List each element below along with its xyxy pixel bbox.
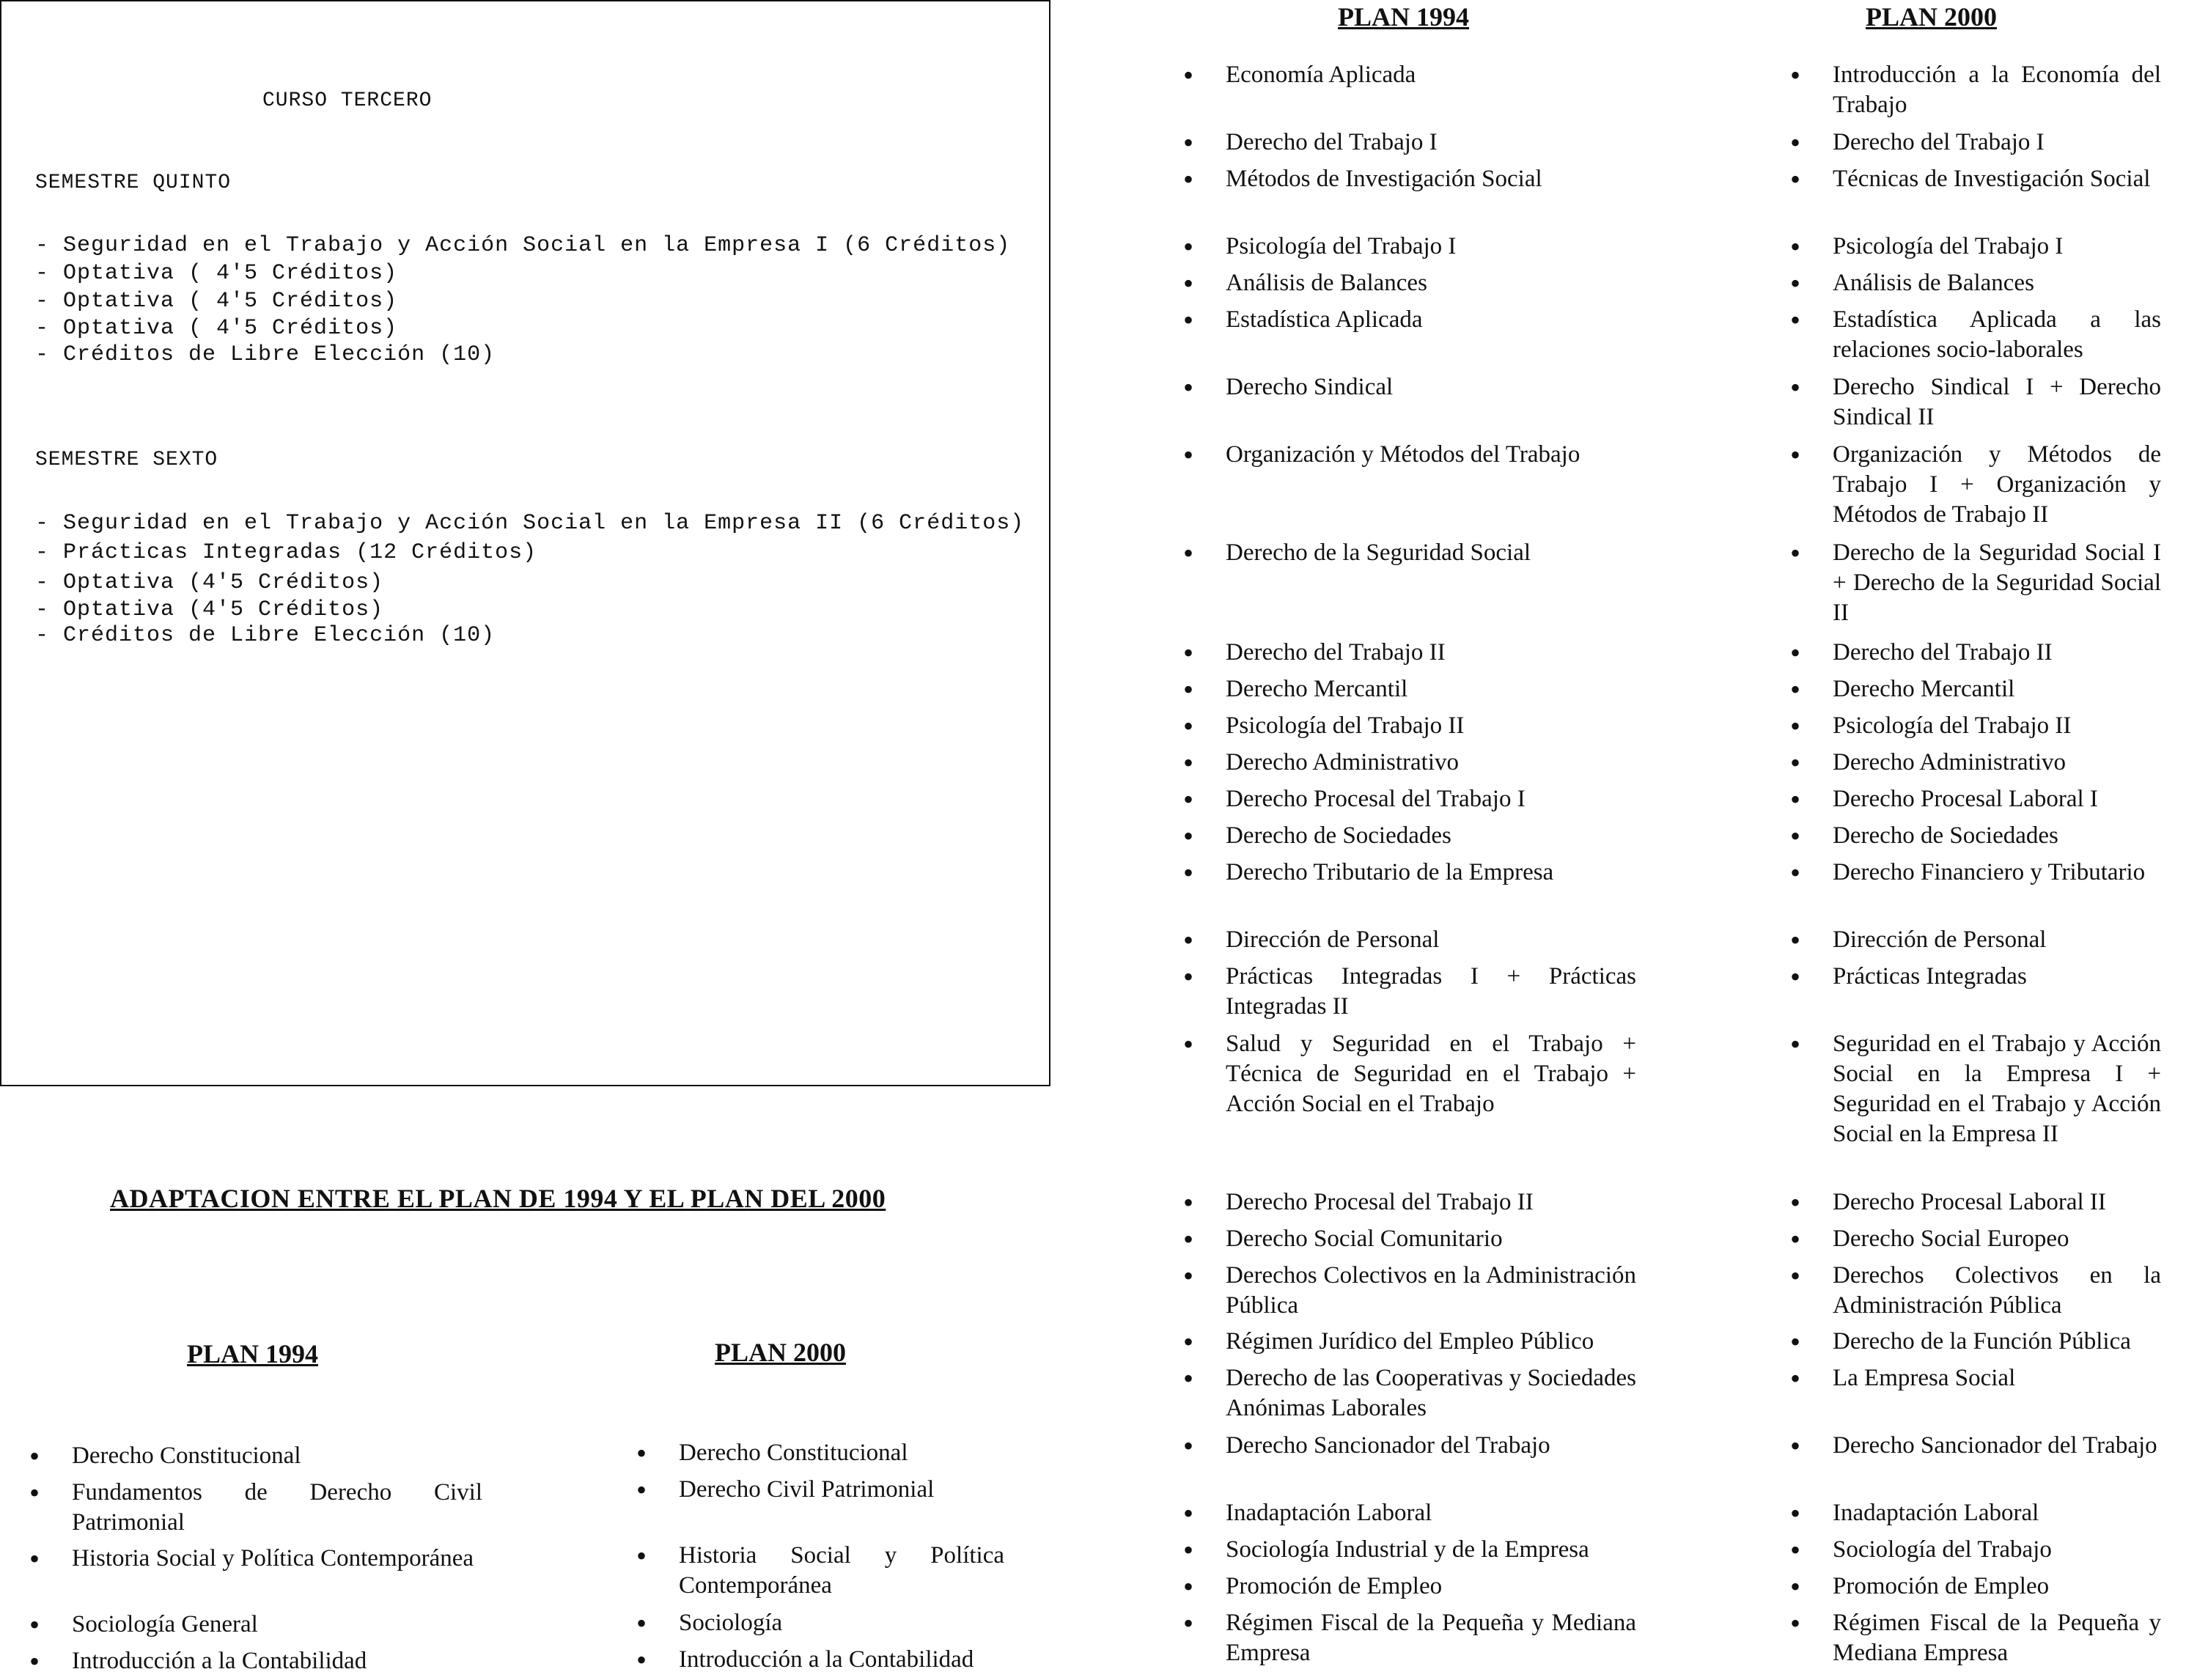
list-item: • Estadística Aplicada: [1226, 305, 1636, 335]
list-item: • Fundamentos de Derecho Civil Patrimonial: [72, 1478, 482, 1538]
list-item: • Derecho Social Europeo: [1833, 1224, 2161, 1254]
list-item: • Estadística Aplicada a las relaciones socio-laborales: [1833, 305, 2161, 365]
list-item: • Derecho Tributario de la Empresa: [1226, 858, 1636, 888]
list-item: • La Empresa Social: [1833, 1363, 2161, 1393]
list-item: • Derecho Sindical I + Derecho Sindical II: [1833, 372, 2161, 432]
curso-title: CURSO TERCERO: [262, 89, 433, 112]
list-item: • Derecho del Trabajo II: [1833, 638, 2161, 668]
list-item: • Prácticas Integradas I + Prácticas Integradas II: [1226, 962, 1636, 1022]
list-item: • Análisis de Balances: [1833, 268, 2161, 298]
semestre-quinto-item: - Seguridad en el Trabajo y Acción Social en la Empresa I (6 Créditos): [35, 233, 1011, 258]
list-item: • Derecho de la Seguridad Social I + Derecho de la Seguridad Social II: [1833, 538, 2161, 628]
list-item: • Prácticas Integradas: [1833, 962, 2161, 992]
list-item: • Historia Social y Política Contemporánea: [679, 1541, 1004, 1601]
list-item: • Promoción de Empleo: [1226, 1572, 1636, 1602]
list-item: • Organización y Métodos del Trabajo: [1226, 440, 1636, 470]
left-plan-1994-heading: PLAN 1994: [187, 1339, 318, 1368]
left-plan-2000-heading: PLAN 2000: [715, 1338, 846, 1367]
semestre-sexto-item: - Seguridad en el Trabajo y Acción Social en la Empresa II (6 Créditos): [35, 511, 1025, 536]
list-item: • Seguridad en el Trabajo y Acción Social en la Empresa I + Seguridad en el Trabajo y Acción Social en la Empresa II: [1833, 1029, 2161, 1149]
list-item: • Derecho Procesal Laboral II: [1833, 1187, 2161, 1217]
semestre-sexto-item: - Créditos de Libre Elección (10): [35, 623, 496, 648]
list-item: • Organización y Métodos de Trabajo I + Organización y Métodos de Trabajo II: [1833, 440, 2161, 530]
list-item: • Derecho Financiero y Tributario: [1833, 858, 2161, 888]
list-item: • Derecho del Trabajo I: [1226, 128, 1636, 158]
semestre-quinto-item: - Créditos de Libre Elección (10): [35, 342, 496, 367]
curso-tercero-box: [0, 0, 1050, 1086]
list-item: • Derecho Sancionador del Trabajo: [1833, 1431, 2161, 1461]
semestre-quinto-heading: SEMESTRE QUINTO: [35, 172, 232, 194]
list-item: • Sociología del Trabajo: [1833, 1535, 2161, 1565]
right-plan-1994-heading: PLAN 1994: [1338, 2, 1469, 32]
list-item: • Derecho Procesal del Trabajo II: [1226, 1187, 1636, 1217]
list-item: • Derecho de la Función Pública: [1833, 1327, 2161, 1357]
list-item: • Sociología Industrial y de la Empresa: [1226, 1535, 1636, 1565]
list-item: • Derecho Sancionador del Trabajo: [1226, 1431, 1636, 1461]
list-item: • Régimen Fiscal de la Pequeña y Mediana Empresa: [1226, 1608, 1636, 1668]
list-item: • Promoción de Empleo: [1833, 1572, 2161, 1602]
list-item: • Historia Social y Política Contemporánea: [72, 1544, 482, 1574]
list-item: • Derechos Colectivos en la Administración Pública: [1833, 1261, 2161, 1321]
list-item: • Derecho de Sociedades: [1833, 821, 2161, 851]
list-item: • Régimen Fiscal de la Pequeña y Mediana Empresa: [1833, 1608, 2161, 1668]
list-item: • Derecho Constitucional: [679, 1438, 1004, 1468]
list-item: • Dirección de Personal: [1833, 925, 2161, 955]
list-item: • Análisis de Balances: [1226, 268, 1636, 298]
semestre-sexto-heading: SEMESTRE SEXTO: [35, 449, 218, 471]
semestre-quinto-item: - Optativa ( 4'5 Créditos): [35, 289, 398, 314]
adaptacion-title: ADAPTACION ENTRE EL PLAN DE 1994 Y EL PLAN DEL 2000: [110, 1184, 886, 1213]
list-item: • Derecho de la Seguridad Social: [1226, 538, 1636, 568]
list-item: • Sociología: [679, 1608, 1004, 1638]
list-item: • Psicología del Trabajo I: [1226, 232, 1636, 262]
semestre-sexto-item: - Prácticas Integradas (12 Créditos): [35, 540, 537, 565]
list-item: • Introducción a la Economía del Trabajo: [1833, 60, 2161, 120]
right-plan-2000-heading: PLAN 2000: [1866, 2, 1997, 32]
list-item: • Técnicas de Investigación Social: [1833, 164, 2161, 194]
list-item: • Dirección de Personal: [1226, 925, 1636, 955]
semestre-quinto-item: - Optativa ( 4'5 Créditos): [35, 261, 398, 286]
list-item: • Psicología del Trabajo II: [1833, 711, 2161, 741]
list-item: • Derecho del Trabajo I: [1833, 128, 2161, 158]
list-item: • Derecho del Trabajo II: [1226, 638, 1636, 668]
list-item: • Derecho de las Cooperativas y Sociedades Anónimas Laborales: [1226, 1363, 1636, 1423]
list-item: • Derecho Mercantil: [1226, 674, 1636, 704]
list-item: • Introducción a la Contabilidad: [72, 1646, 482, 1676]
list-item: • Sociología General: [72, 1610, 482, 1640]
semestre-sexto-item: - Optativa (4'5 Créditos): [35, 570, 384, 595]
list-item: • Métodos de Investigación Social: [1226, 164, 1636, 194]
list-item: • Régimen Jurídico del Empleo Público: [1226, 1327, 1636, 1357]
list-item: • Derecho Civil Patrimonial: [679, 1475, 1004, 1505]
list-item: • Introducción a la Contabilidad: [679, 1645, 1004, 1675]
list-item: • Psicología del Trabajo I: [1833, 232, 2161, 262]
list-item: • Derecho Mercantil: [1833, 674, 2161, 704]
list-item: • Inadaptación Laboral: [1226, 1498, 1636, 1528]
list-item: • Derecho Sindical: [1226, 372, 1636, 402]
list-item: • Inadaptación Laboral: [1833, 1498, 2161, 1528]
list-item: • Derecho Procesal del Trabajo I: [1226, 784, 1636, 814]
list-item: • Derecho Procesal Laboral I: [1833, 784, 2161, 814]
list-item: • Derecho de Sociedades: [1226, 821, 1636, 851]
semestre-sexto-item: - Optativa (4'5 Créditos): [35, 597, 384, 622]
list-item: • Derecho Social Comunitario: [1226, 1224, 1636, 1254]
list-item: • Derecho Constitucional: [72, 1441, 482, 1471]
semestre-quinto-item: - Optativa ( 4'5 Créditos): [35, 316, 398, 341]
list-item: • Salud y Seguridad en el Trabajo + Técnica de Seguridad en el Trabajo + Acción Social en el Trabajo: [1226, 1029, 1636, 1119]
list-item: • Derechos Colectivos en la Administración Pública: [1226, 1261, 1636, 1321]
list-item: • Derecho Administrativo: [1226, 748, 1636, 778]
list-item: • Economía Aplicada: [1226, 60, 1636, 90]
list-item: • Psicología del Trabajo II: [1226, 711, 1636, 741]
list-item: • Derecho Administrativo: [1833, 748, 2161, 778]
